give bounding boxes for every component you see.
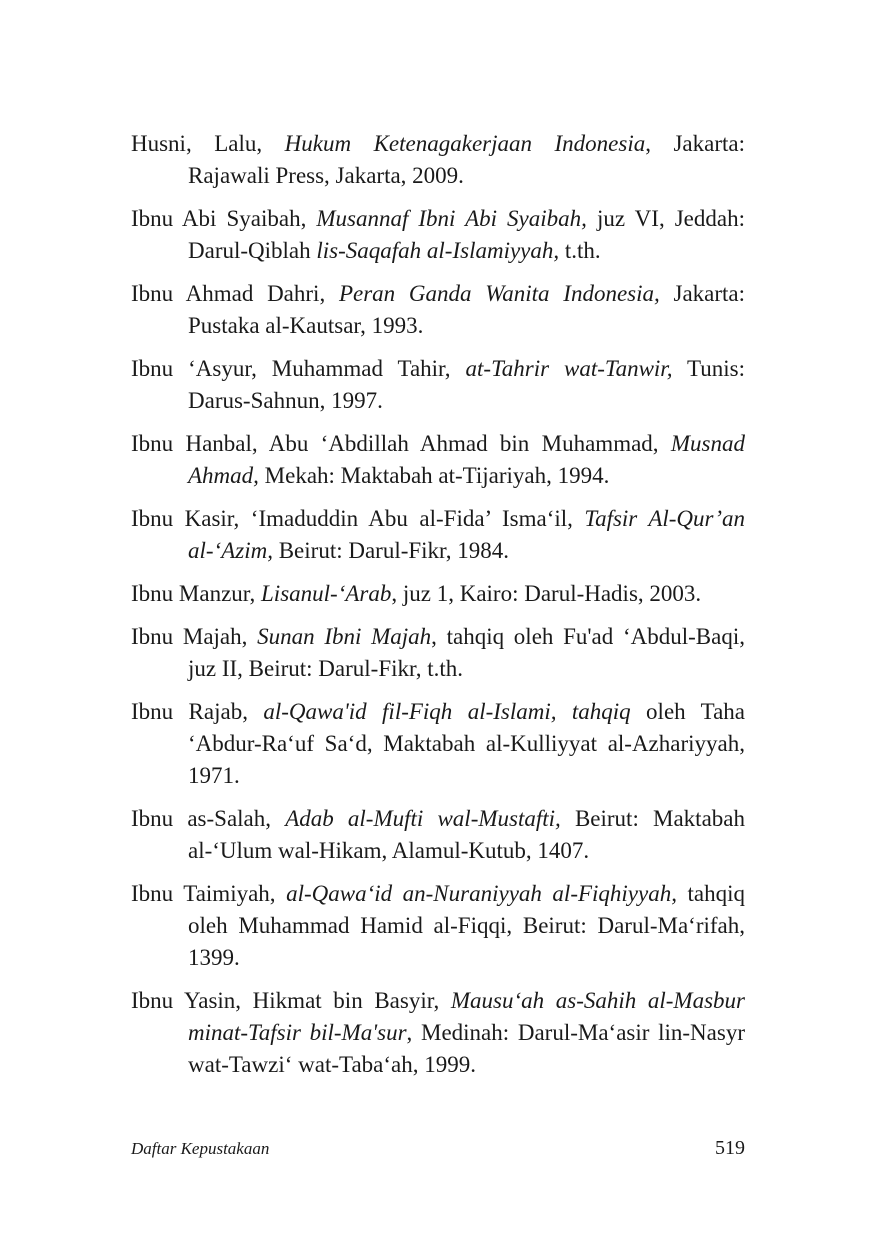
page-number: 519 <box>715 1137 745 1159</box>
bibliography-entry: Ibnu Ahmad Dahri, Peran Ganda Wanita Indonesia, Jakarta: Pustaka al-Kautsar, 1993. <box>131 281 746 338</box>
bibliography-entry: Ibnu ‘Asyur, Muhammad Tahir, at-Tahrir wat-Tanwir, Tunis: Darus-Sahnun, 1997. <box>131 356 745 413</box>
bibliography-entry: Ibnu Taimiyah, al-Qawa‘id an-Nuraniyyah al-Fiqhiyyah, tahqiq oleh Muhammad Hamid al-Fiqqi, Beirut: Darul-Ma‘rifah, 1399. <box>131 881 745 970</box>
bibliography-entry: Husni, Lalu, Hukum Ketenagakerjaan Indonesia, Jakarta: Rajawali Press, Jakarta, 2009. <box>131 131 745 188</box>
bibliography-entry: Ibnu Kasir, ‘Imaduddin Abu al-Fida’ Isma‘il, Tafsir Al-Qur’an al-‘Azim, Beirut: Darul-Fikr, 1984. <box>131 506 745 563</box>
bibliography-entry: Ibnu Hanbal, Abu ‘Abdillah Ahmad bin Muhammad, Musnad Ahmad, Mekah: Maktabah at-Tijariyah, 1994. <box>131 431 745 488</box>
bibliography-entry: Ibnu Rajab, al-Qawa'id fil-Fiqh al-Islami, tahqiq oleh Taha ‘Abdur-Ra‘uf Sa‘d, Maktabah al-Kulliyyat al-Azhariyyah, 1971. <box>131 699 745 788</box>
bibliography-entry: Ibnu as-Salah, Adab al-Mufti wal-Mustafti, Beirut: Maktabah al-‘Ulum wal-Hikam, Alamul-Kutub, 1407. <box>131 806 745 863</box>
bibliography-entry: Ibnu Abi Syaibah, Musannaf Ibni Abi Syaibah, juz VI, Jeddah: Darul-Qiblah lis-Saqafah al-Islamiyyah, t.th. <box>131 206 745 263</box>
bibliography-entry: Ibnu Yasin, Hikmat bin Basyir, Mausu‘ah as-Sahih al-Masbur minat-Tafsir bil-Ma'sur, Medinah: Darul-Ma‘asir lin-Nasyr wat-Tawzi‘ wat-Taba‘ah, 1999. <box>131 988 745 1077</box>
bibliography-entry: Ibnu Majah, Sunan Ibni Majah, tahqiq oleh Fu'ad ‘Abdul-Baqi, juz II, Beirut: Darul-Fikr, t.th. <box>131 624 745 681</box>
page-footer <box>131 1137 745 1163</box>
bibliography-entry: Ibnu Manzur, Lisanul-‘Arab, juz 1, Kairo: Darul-Hadis, 2003. <box>131 581 702 606</box>
bibliography-list <box>131 128 745 1092</box>
running-footer-title: Daftar Kepustakaan <box>131 1139 270 1158</box>
